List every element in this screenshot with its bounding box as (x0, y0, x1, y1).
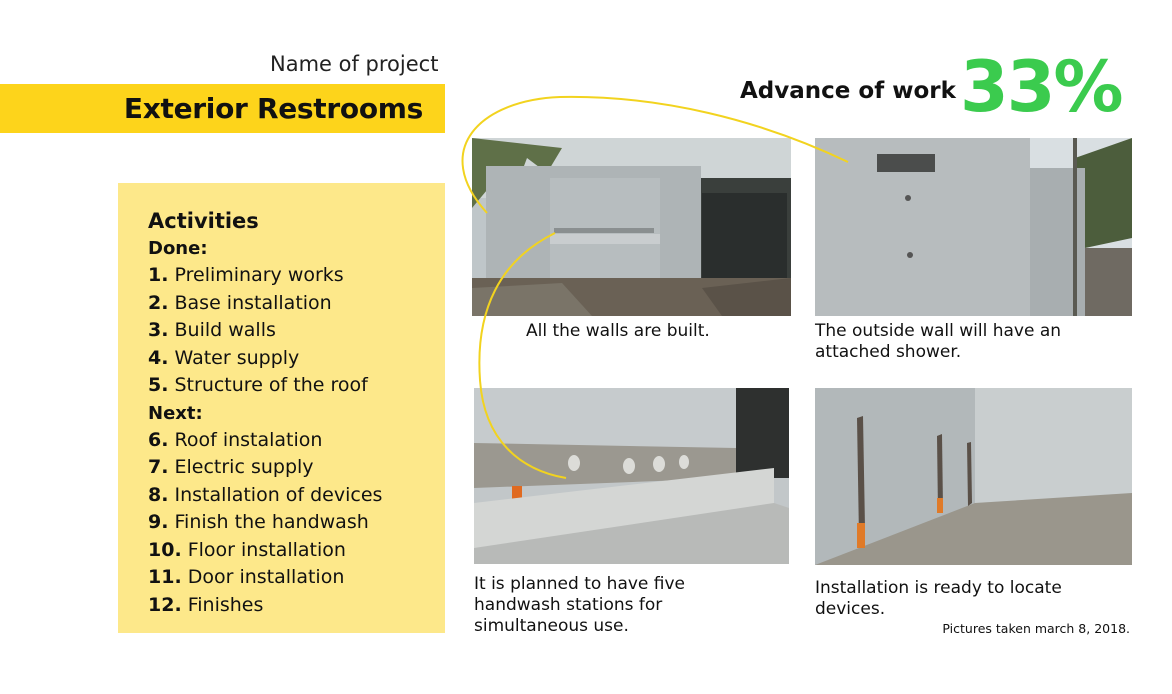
activity-text: Electric supply (174, 456, 314, 478)
activity-number: 9. (148, 511, 169, 533)
done-label: Done: (148, 238, 208, 259)
activity-item (148, 345, 382, 373)
activity-number: 11. (148, 566, 182, 588)
activities-panel (118, 183, 445, 633)
activity-item (148, 372, 382, 400)
photo-credit: Pictures taken march 8, 2018. (942, 621, 1130, 636)
activity-number: 12. (148, 593, 182, 616)
project-title: Exterior Restrooms (123, 92, 423, 125)
activity-text: Door installation (187, 566, 345, 588)
activity-number: 2. (148, 291, 169, 314)
activity-number: 5. (148, 374, 169, 396)
project-name-label: Name of project (270, 52, 439, 76)
photo-outside-wall (815, 138, 1132, 316)
activity-text: Roof instalation (174, 428, 323, 451)
advance-percent: 33% (960, 46, 1122, 128)
activity-number: 6. (148, 428, 169, 451)
activity-item (148, 537, 382, 565)
activity-text: Base installation (174, 291, 332, 314)
advance-label: Advance of work (740, 78, 956, 104)
activity-item (148, 427, 382, 455)
activity-item (148, 454, 382, 482)
activity-number: 1. (148, 264, 169, 286)
photo-walls-built (472, 138, 791, 316)
activity-text: Build walls (174, 319, 276, 341)
activity-text: Water supply (174, 346, 300, 369)
activity-item (148, 482, 382, 510)
activity-item (148, 592, 382, 620)
photo-handwash-caption: It is planned to have five handwash stations for simultaneous use. (474, 574, 686, 636)
photo-installation (815, 388, 1132, 565)
activity-text: Finishes (187, 593, 264, 616)
activities-list (148, 207, 382, 619)
activity-text: Floor installation (187, 538, 346, 561)
photo-installation-image (815, 388, 1132, 565)
activities-heading: Activities (148, 209, 259, 233)
activity-number: 7. (148, 456, 169, 478)
activity-item (148, 290, 382, 318)
activity-number: 4. (148, 346, 169, 369)
photo-outside-wall-caption: The outside wall will have an attached shower. (815, 321, 1062, 362)
next-label: Next: (148, 402, 203, 424)
photo-walls-built-image (472, 138, 791, 316)
activity-item (148, 262, 382, 290)
activity-number: 3. (148, 319, 169, 341)
photo-outside-wall-image (815, 138, 1132, 316)
activity-item (148, 509, 382, 537)
activity-text: Installation of devices (174, 483, 383, 506)
activity-item (148, 317, 382, 345)
photo-handwash (474, 388, 789, 564)
title-band (0, 84, 445, 133)
activity-number: 8. (148, 483, 169, 506)
photo-walls-built-caption: All the walls are built. (526, 321, 710, 341)
photo-installation-caption: Installation is ready to locate devices. (815, 578, 1062, 619)
photo-handwash-image (474, 388, 789, 564)
activity-text: Preliminary works (174, 264, 344, 286)
activity-number: 10. (148, 538, 182, 561)
activity-text: Finish the handwash (174, 511, 369, 533)
activity-text: Structure of the roof (174, 374, 368, 396)
activity-item (148, 564, 382, 592)
